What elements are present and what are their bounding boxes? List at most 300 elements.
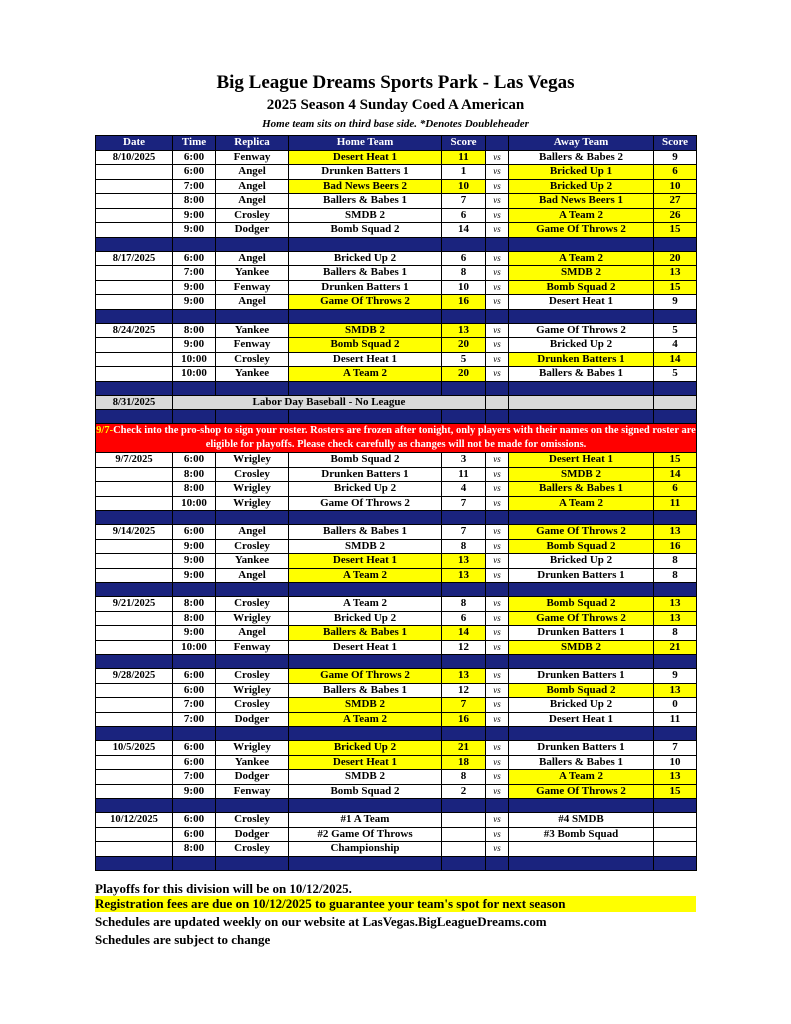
home-team-cell: A Team 2 bbox=[289, 597, 442, 612]
vs-cell: vs bbox=[486, 842, 509, 857]
game-row bbox=[96, 525, 697, 540]
field-cell: Angel bbox=[216, 295, 289, 310]
date-cell: 9/28/2025 bbox=[96, 669, 173, 684]
away-team-cell: Drunken Batters 1 bbox=[509, 352, 654, 367]
home-score-cell: 8 bbox=[442, 539, 486, 554]
away-score-cell: 5 bbox=[654, 323, 697, 338]
home-team-cell: Desert Heat 1 bbox=[289, 554, 442, 569]
separator-cell bbox=[289, 856, 442, 870]
home-score-cell: 21 bbox=[442, 741, 486, 756]
separator-cell bbox=[654, 309, 697, 323]
date-cell bbox=[96, 827, 173, 842]
playoffs-note: Playoffs for this division will be on 10/12/2025. bbox=[95, 881, 352, 896]
vs-cell: vs bbox=[486, 554, 509, 569]
away-score-cell: 4 bbox=[654, 338, 697, 353]
away-score-cell: 10 bbox=[654, 755, 697, 770]
separator-cell bbox=[173, 410, 216, 424]
time-cell: 6:00 bbox=[173, 813, 216, 828]
game-row bbox=[96, 352, 697, 367]
time-cell: 8:00 bbox=[173, 482, 216, 497]
away-team-cell: Bomb Squad 2 bbox=[509, 539, 654, 554]
time-cell: 9:00 bbox=[173, 295, 216, 310]
away-score-cell: 9 bbox=[654, 150, 697, 165]
time-cell: 10:00 bbox=[173, 640, 216, 655]
away-team-cell: A Team 2 bbox=[509, 496, 654, 511]
vs-cell: vs bbox=[486, 165, 509, 180]
field-cell: Dodger bbox=[216, 712, 289, 727]
separator-cell bbox=[96, 799, 173, 813]
home-score-cell: 7 bbox=[442, 194, 486, 209]
game-row bbox=[96, 669, 697, 684]
game-row bbox=[96, 179, 697, 194]
vs-cell: vs bbox=[486, 784, 509, 799]
away-score-cell bbox=[654, 827, 697, 842]
home-score-cell: 7 bbox=[442, 496, 486, 511]
time-cell: 8:00 bbox=[173, 323, 216, 338]
separator-cell bbox=[654, 511, 697, 525]
field-cell: Crosley bbox=[216, 352, 289, 367]
notice-date: 9/7- bbox=[96, 425, 114, 436]
home-team-cell: Ballers & Babes 1 bbox=[289, 266, 442, 281]
separator-cell bbox=[486, 410, 509, 424]
field-cell: Wrigley bbox=[216, 611, 289, 626]
separator-cell bbox=[486, 727, 509, 741]
separator-row bbox=[96, 583, 697, 597]
field-cell: Angel bbox=[216, 626, 289, 641]
away-team-cell bbox=[509, 842, 654, 857]
separator-cell bbox=[509, 655, 654, 669]
away-score-cell: 16 bbox=[654, 539, 697, 554]
field-cell: Fenway bbox=[216, 338, 289, 353]
time-cell: 7:00 bbox=[173, 698, 216, 713]
field-cell: Wrigley bbox=[216, 453, 289, 468]
time-cell: 10:00 bbox=[173, 352, 216, 367]
game-row bbox=[96, 323, 697, 338]
separator-cell bbox=[486, 511, 509, 525]
vs-cell: vs bbox=[486, 208, 509, 223]
home-team-cell: Championship bbox=[289, 842, 442, 857]
time-cell: 8:00 bbox=[173, 597, 216, 612]
time-cell: 9:00 bbox=[173, 223, 216, 238]
time-cell: 6:00 bbox=[173, 827, 216, 842]
separator-row bbox=[96, 381, 697, 395]
separator-cell bbox=[289, 237, 442, 251]
away-team-cell: Game Of Throws 2 bbox=[509, 611, 654, 626]
date-cell bbox=[96, 698, 173, 713]
separator-row bbox=[96, 727, 697, 741]
date-cell bbox=[96, 496, 173, 511]
vs-cell: vs bbox=[486, 770, 509, 785]
separator-cell bbox=[216, 583, 289, 597]
separator-cell bbox=[486, 381, 509, 395]
field-cell: Yankee bbox=[216, 755, 289, 770]
vs-cell: vs bbox=[486, 367, 509, 382]
away-team-cell: Drunken Batters 1 bbox=[509, 741, 654, 756]
subject-to-change-note: Schedules are subject to change bbox=[95, 932, 271, 947]
away-team-cell: Desert Heat 1 bbox=[509, 453, 654, 468]
away-team-cell: Desert Heat 1 bbox=[509, 295, 654, 310]
away-score-cell: 13 bbox=[654, 611, 697, 626]
home-team-cell: SMDB 2 bbox=[289, 323, 442, 338]
time-cell: 7:00 bbox=[173, 266, 216, 281]
separator-cell bbox=[289, 727, 442, 741]
field-cell: Wrigley bbox=[216, 683, 289, 698]
separator-cell bbox=[96, 511, 173, 525]
away-team-cell: Drunken Batters 1 bbox=[509, 669, 654, 684]
vs-cell: vs bbox=[486, 323, 509, 338]
separator-cell bbox=[96, 655, 173, 669]
away-team-cell: SMDB 2 bbox=[509, 467, 654, 482]
field-cell: Angel bbox=[216, 568, 289, 583]
away-score-cell: 21 bbox=[654, 640, 697, 655]
vs-cell: vs bbox=[486, 626, 509, 641]
separator-cell bbox=[173, 856, 216, 870]
separator-cell bbox=[442, 381, 486, 395]
home-team-cell: #1 A Team bbox=[289, 813, 442, 828]
separator-cell bbox=[486, 655, 509, 669]
home-score-cell: 13 bbox=[442, 554, 486, 569]
separator-cell bbox=[509, 856, 654, 870]
separator-cell bbox=[173, 511, 216, 525]
vs-cell: vs bbox=[486, 755, 509, 770]
separator-cell bbox=[442, 655, 486, 669]
away-score-cell: 13 bbox=[654, 597, 697, 612]
away-team-cell: A Team 2 bbox=[509, 770, 654, 785]
field-cell: Dodger bbox=[216, 827, 289, 842]
home-score-cell: 6 bbox=[442, 208, 486, 223]
separator-row bbox=[96, 655, 697, 669]
website-note: Schedules are updated weekly on our website at LasVegas.BigLeagueDreams.com bbox=[95, 914, 547, 929]
empty-cell bbox=[486, 395, 509, 410]
vs-cell: vs bbox=[486, 251, 509, 266]
home-score-cell: 13 bbox=[442, 669, 486, 684]
separator-cell bbox=[289, 583, 442, 597]
time-cell: 7:00 bbox=[173, 712, 216, 727]
away-score-cell: 14 bbox=[654, 467, 697, 482]
date-cell: 8/31/2025 bbox=[96, 395, 173, 410]
field-cell: Angel bbox=[216, 165, 289, 180]
separator-cell bbox=[289, 381, 442, 395]
separator-row bbox=[96, 237, 697, 251]
away-team-cell: Bricked Up 2 bbox=[509, 554, 654, 569]
header-row bbox=[96, 136, 697, 151]
date-cell: 9/7/2025 bbox=[96, 453, 173, 468]
separator-cell bbox=[509, 583, 654, 597]
away-team-cell: A Team 2 bbox=[509, 251, 654, 266]
date-cell bbox=[96, 683, 173, 698]
date-cell bbox=[96, 842, 173, 857]
date-cell bbox=[96, 784, 173, 799]
date-cell: 8/24/2025 bbox=[96, 323, 173, 338]
game-row bbox=[96, 338, 697, 353]
separator-cell bbox=[96, 856, 173, 870]
home-team-note: Home team sits on third base side. *Denotes Doubleheader bbox=[262, 118, 529, 130]
separator-cell bbox=[654, 655, 697, 669]
vs-cell: vs bbox=[486, 669, 509, 684]
field-cell: Dodger bbox=[216, 770, 289, 785]
home-team-cell: Bomb Squad 2 bbox=[289, 784, 442, 799]
home-team-cell: A Team 2 bbox=[289, 712, 442, 727]
away-team-cell: Bricked Up 2 bbox=[509, 698, 654, 713]
away-score-cell: 5 bbox=[654, 367, 697, 382]
away-team-cell: Drunken Batters 1 bbox=[509, 568, 654, 583]
column-header: Score bbox=[442, 136, 486, 151]
separator-cell bbox=[173, 799, 216, 813]
separator-cell bbox=[173, 309, 216, 323]
date-cell bbox=[96, 266, 173, 281]
field-cell: Wrigley bbox=[216, 741, 289, 756]
separator-cell bbox=[289, 410, 442, 424]
separator-cell bbox=[216, 381, 289, 395]
separator-cell bbox=[289, 309, 442, 323]
date-cell bbox=[96, 626, 173, 641]
separator-cell bbox=[216, 727, 289, 741]
away-team-cell: #3 Bomb Squad bbox=[509, 827, 654, 842]
field-cell: Angel bbox=[216, 194, 289, 209]
separator-cell bbox=[509, 410, 654, 424]
home-team-cell: SMDB 2 bbox=[289, 539, 442, 554]
time-cell: 6:00 bbox=[173, 251, 216, 266]
home-score-cell: 3 bbox=[442, 453, 486, 468]
separator-cell bbox=[173, 381, 216, 395]
separator-cell bbox=[96, 381, 173, 395]
separator-cell bbox=[96, 583, 173, 597]
away-team-cell: Bomb Squad 2 bbox=[509, 280, 654, 295]
separator-cell bbox=[442, 856, 486, 870]
separator-cell bbox=[654, 856, 697, 870]
separator-cell bbox=[486, 799, 509, 813]
separator-cell bbox=[289, 511, 442, 525]
column-header: Replica bbox=[216, 136, 289, 151]
date-cell bbox=[96, 223, 173, 238]
home-team-cell: Bricked Up 2 bbox=[289, 482, 442, 497]
away-team-cell: Ballers & Babes 2 bbox=[509, 150, 654, 165]
field-cell: Angel bbox=[216, 251, 289, 266]
field-cell: Angel bbox=[216, 179, 289, 194]
away-team-cell: SMDB 2 bbox=[509, 640, 654, 655]
separator-cell bbox=[486, 583, 509, 597]
separator-cell bbox=[509, 237, 654, 251]
separator-cell bbox=[509, 511, 654, 525]
home-score-cell: 14 bbox=[442, 223, 486, 238]
page-title: Big League Dreams Sports Park - Las Vegas bbox=[216, 72, 575, 93]
away-score-cell bbox=[654, 842, 697, 857]
separator-cell bbox=[442, 799, 486, 813]
time-cell: 7:00 bbox=[173, 770, 216, 785]
away-team-cell: Ballers & Babes 1 bbox=[509, 755, 654, 770]
column-header: Score bbox=[654, 136, 697, 151]
home-team-cell: Ballers & Babes 1 bbox=[289, 626, 442, 641]
date-cell: 10/5/2025 bbox=[96, 741, 173, 756]
away-team-cell: SMDB 2 bbox=[509, 266, 654, 281]
home-team-cell: Desert Heat 1 bbox=[289, 150, 442, 165]
separator-cell bbox=[509, 727, 654, 741]
away-score-cell: 20 bbox=[654, 251, 697, 266]
separator-cell bbox=[509, 799, 654, 813]
time-cell: 9:00 bbox=[173, 338, 216, 353]
home-team-cell: Ballers & Babes 1 bbox=[289, 194, 442, 209]
home-score-cell: 10 bbox=[442, 280, 486, 295]
date-cell: 8/10/2025 bbox=[96, 150, 173, 165]
separator-cell bbox=[216, 856, 289, 870]
time-cell: 9:00 bbox=[173, 554, 216, 569]
game-row bbox=[96, 698, 697, 713]
home-team-cell: Ballers & Babes 1 bbox=[289, 683, 442, 698]
game-row bbox=[96, 223, 697, 238]
time-cell: 8:00 bbox=[173, 611, 216, 626]
home-score-cell: 13 bbox=[442, 568, 486, 583]
home-score-cell: 10 bbox=[442, 179, 486, 194]
field-cell: Fenway bbox=[216, 640, 289, 655]
away-score-cell: 6 bbox=[654, 165, 697, 180]
separator-cell bbox=[654, 727, 697, 741]
column-header bbox=[486, 136, 509, 151]
time-cell: 6:00 bbox=[173, 525, 216, 540]
away-score-cell: 13 bbox=[654, 525, 697, 540]
vs-cell: vs bbox=[486, 698, 509, 713]
separator-cell bbox=[654, 381, 697, 395]
date-cell bbox=[96, 755, 173, 770]
away-team-cell: Bad News Beers 1 bbox=[509, 194, 654, 209]
away-score-cell: 7 bbox=[654, 741, 697, 756]
date-cell bbox=[96, 338, 173, 353]
game-row bbox=[96, 827, 697, 842]
time-cell: 6:00 bbox=[173, 755, 216, 770]
time-cell: 8:00 bbox=[173, 194, 216, 209]
away-team-cell: Bricked Up 1 bbox=[509, 165, 654, 180]
away-team-cell: Bomb Squad 2 bbox=[509, 683, 654, 698]
vs-cell: vs bbox=[486, 150, 509, 165]
separator-cell bbox=[442, 511, 486, 525]
date-cell bbox=[96, 367, 173, 382]
column-header: Home Team bbox=[289, 136, 442, 151]
away-team-cell: Ballers & Babes 1 bbox=[509, 367, 654, 382]
game-row bbox=[96, 208, 697, 223]
vs-cell: vs bbox=[486, 338, 509, 353]
date-cell bbox=[96, 568, 173, 583]
game-row bbox=[96, 280, 697, 295]
field-cell: Crosley bbox=[216, 669, 289, 684]
away-score-cell: 14 bbox=[654, 352, 697, 367]
home-score-cell: 20 bbox=[442, 338, 486, 353]
date-cell bbox=[96, 539, 173, 554]
separator-cell bbox=[173, 237, 216, 251]
home-team-cell: Drunken Batters 1 bbox=[289, 165, 442, 180]
away-team-cell: Bricked Up 2 bbox=[509, 338, 654, 353]
separator-cell bbox=[486, 856, 509, 870]
away-team-cell: Drunken Batters 1 bbox=[509, 626, 654, 641]
labor-day-label: Labor Day Baseball - No League bbox=[173, 395, 486, 410]
home-score-cell: 18 bbox=[442, 755, 486, 770]
time-cell: 6:00 bbox=[173, 669, 216, 684]
vs-cell: vs bbox=[486, 813, 509, 828]
vs-cell: vs bbox=[486, 539, 509, 554]
home-score-cell: 6 bbox=[442, 251, 486, 266]
field-cell: Yankee bbox=[216, 367, 289, 382]
game-row bbox=[96, 626, 697, 641]
home-team-cell: Bricked Up 2 bbox=[289, 741, 442, 756]
separator-cell bbox=[289, 655, 442, 669]
separator-cell bbox=[654, 410, 697, 424]
home-team-cell: Drunken Batters 1 bbox=[289, 467, 442, 482]
page-subtitle: 2025 Season 4 Sunday Coed A American bbox=[266, 97, 525, 113]
date-cell bbox=[96, 611, 173, 626]
vs-cell: vs bbox=[486, 194, 509, 209]
separator-cell bbox=[654, 583, 697, 597]
date-cell: 9/21/2025 bbox=[96, 597, 173, 612]
separator-cell bbox=[442, 583, 486, 597]
home-team-cell: #2 Game Of Throws bbox=[289, 827, 442, 842]
home-score-cell: 11 bbox=[442, 150, 486, 165]
home-score-cell: 7 bbox=[442, 525, 486, 540]
separator-cell bbox=[96, 237, 173, 251]
separator-cell bbox=[173, 727, 216, 741]
home-team-cell: Drunken Batters 1 bbox=[289, 280, 442, 295]
separator-cell bbox=[216, 799, 289, 813]
date-cell bbox=[96, 208, 173, 223]
empty-cell bbox=[654, 395, 697, 410]
vs-cell: vs bbox=[486, 467, 509, 482]
vs-cell: vs bbox=[486, 453, 509, 468]
field-cell: Fenway bbox=[216, 784, 289, 799]
date-cell bbox=[96, 554, 173, 569]
home-team-cell: Game Of Throws 2 bbox=[289, 669, 442, 684]
separator-cell bbox=[216, 309, 289, 323]
time-cell: 8:00 bbox=[173, 842, 216, 857]
date-cell: 8/17/2025 bbox=[96, 251, 173, 266]
vs-cell: vs bbox=[486, 525, 509, 540]
away-score-cell: 13 bbox=[654, 683, 697, 698]
vs-cell: vs bbox=[486, 568, 509, 583]
separator-cell bbox=[442, 237, 486, 251]
away-team-cell: Game Of Throws 2 bbox=[509, 784, 654, 799]
time-cell: 9:00 bbox=[173, 626, 216, 641]
time-cell: 6:00 bbox=[173, 150, 216, 165]
vs-cell: vs bbox=[486, 266, 509, 281]
home-score-cell: 4 bbox=[442, 482, 486, 497]
away-team-cell: Desert Heat 1 bbox=[509, 712, 654, 727]
home-team-cell: Game Of Throws 2 bbox=[289, 496, 442, 511]
game-row bbox=[96, 770, 697, 785]
game-row bbox=[96, 683, 697, 698]
game-row bbox=[96, 554, 697, 569]
date-cell bbox=[96, 165, 173, 180]
game-row bbox=[96, 712, 697, 727]
game-row bbox=[96, 367, 697, 382]
home-team-cell: SMDB 2 bbox=[289, 698, 442, 713]
home-team-cell: A Team 2 bbox=[289, 568, 442, 583]
empty-cell bbox=[509, 395, 654, 410]
separator-cell bbox=[654, 799, 697, 813]
away-team-cell: A Team 2 bbox=[509, 208, 654, 223]
separator-cell bbox=[96, 727, 173, 741]
separator-cell bbox=[442, 410, 486, 424]
game-row bbox=[96, 453, 697, 468]
home-team-cell: Bad News Beers 2 bbox=[289, 179, 442, 194]
game-row bbox=[96, 295, 697, 310]
home-score-cell: 13 bbox=[442, 323, 486, 338]
separator-cell bbox=[96, 309, 173, 323]
vs-cell: vs bbox=[486, 827, 509, 842]
game-row bbox=[96, 251, 697, 266]
date-cell bbox=[96, 467, 173, 482]
home-score-cell: 2 bbox=[442, 784, 486, 799]
date-cell bbox=[96, 640, 173, 655]
separator-cell bbox=[289, 799, 442, 813]
home-score-cell: 8 bbox=[442, 266, 486, 281]
away-score-cell: 15 bbox=[654, 453, 697, 468]
date-cell bbox=[96, 352, 173, 367]
